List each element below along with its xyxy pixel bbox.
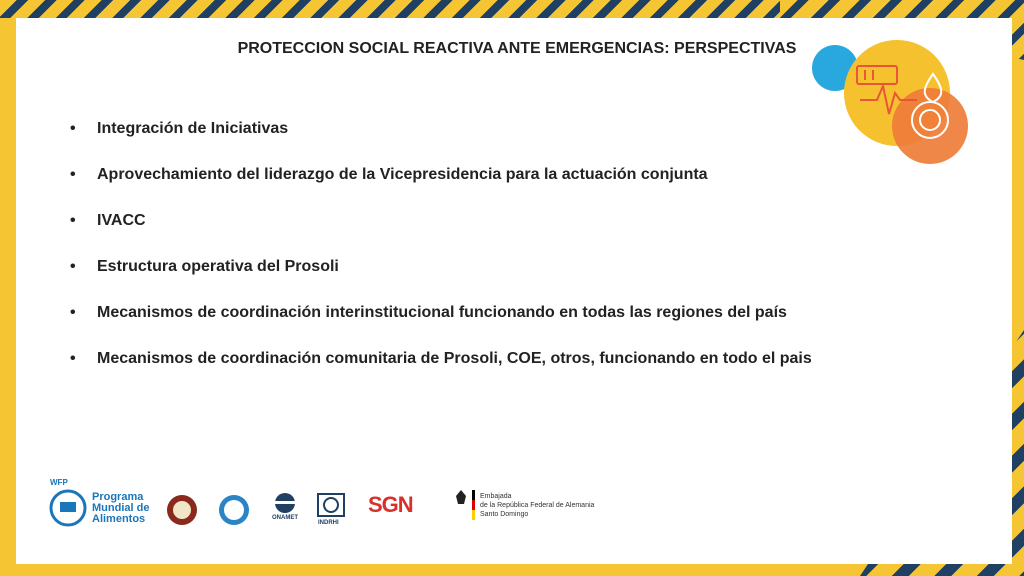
bullet-item bbox=[70, 348, 812, 394]
partner-logos bbox=[40, 478, 600, 538]
embassy-line: Santo Domingo bbox=[480, 511, 529, 518]
bullet-dot: • bbox=[70, 350, 76, 367]
bullet-text: Mecanismos de coordinación interinstitucional funcionando en todas las regiones del país bbox=[97, 304, 787, 321]
institution-seal-icon bbox=[218, 494, 250, 526]
onamet-label: ONAMET bbox=[272, 515, 298, 521]
bullet-dot: • bbox=[70, 258, 76, 275]
indrhi-logo-icon bbox=[316, 492, 346, 518]
flag-black-stripe bbox=[472, 490, 475, 500]
bullet-item bbox=[70, 118, 812, 164]
bullet-dot: • bbox=[70, 304, 76, 321]
seal-logo-icon bbox=[166, 494, 198, 526]
bullet-dot: • bbox=[70, 166, 76, 183]
sgn-logo: SGN bbox=[368, 492, 413, 517]
wfp-name-line: Alimentos bbox=[92, 513, 146, 525]
flag-gold-stripe bbox=[472, 510, 475, 520]
german-eagle-icon bbox=[452, 488, 470, 506]
wfp-logo-icon bbox=[46, 482, 90, 528]
emergency-circles-decoration bbox=[805, 38, 975, 168]
wfp-name-line: Programa bbox=[92, 491, 144, 503]
bullet-text: Mecanismos de coordinación comunitaria de Prosoli, COE, otros, funcionando en todo el pais bbox=[97, 350, 812, 367]
wfp-abbr: WFP bbox=[50, 478, 68, 487]
bullet-item bbox=[70, 164, 812, 210]
flag-red-stripe bbox=[472, 500, 475, 510]
bullet-text: Aprovechamiento del liderazgo de la Vicepresidencia para la actuación conjunta bbox=[97, 166, 708, 183]
wfp-name-line: Mundial de bbox=[92, 502, 150, 514]
bullet-dot: • bbox=[70, 212, 76, 229]
embassy-line: Embajada bbox=[480, 493, 512, 500]
bullet-list bbox=[70, 118, 812, 394]
wfp-name bbox=[92, 492, 149, 525]
bullet-text: Estructura operativa del Prosoli bbox=[97, 258, 339, 275]
bullet-text: IVACC bbox=[97, 212, 146, 229]
indrhi-label: INDRHI bbox=[318, 520, 339, 526]
bullet-dot: • bbox=[70, 120, 76, 137]
onamet-logo-icon bbox=[272, 492, 298, 514]
bullet-item bbox=[70, 302, 812, 348]
embassy-line: de la República Federal de Alemania bbox=[480, 502, 595, 509]
slide-title: PROTECCION SOCIAL REACTIVA ANTE EMERGENCIAS: PERSPECTIVAS bbox=[237, 40, 797, 57]
bullet-item bbox=[70, 210, 812, 256]
bullet-item bbox=[70, 256, 812, 302]
bullet-text: Integración de Iniciativas bbox=[97, 120, 289, 137]
embassy-text bbox=[480, 492, 594, 519]
